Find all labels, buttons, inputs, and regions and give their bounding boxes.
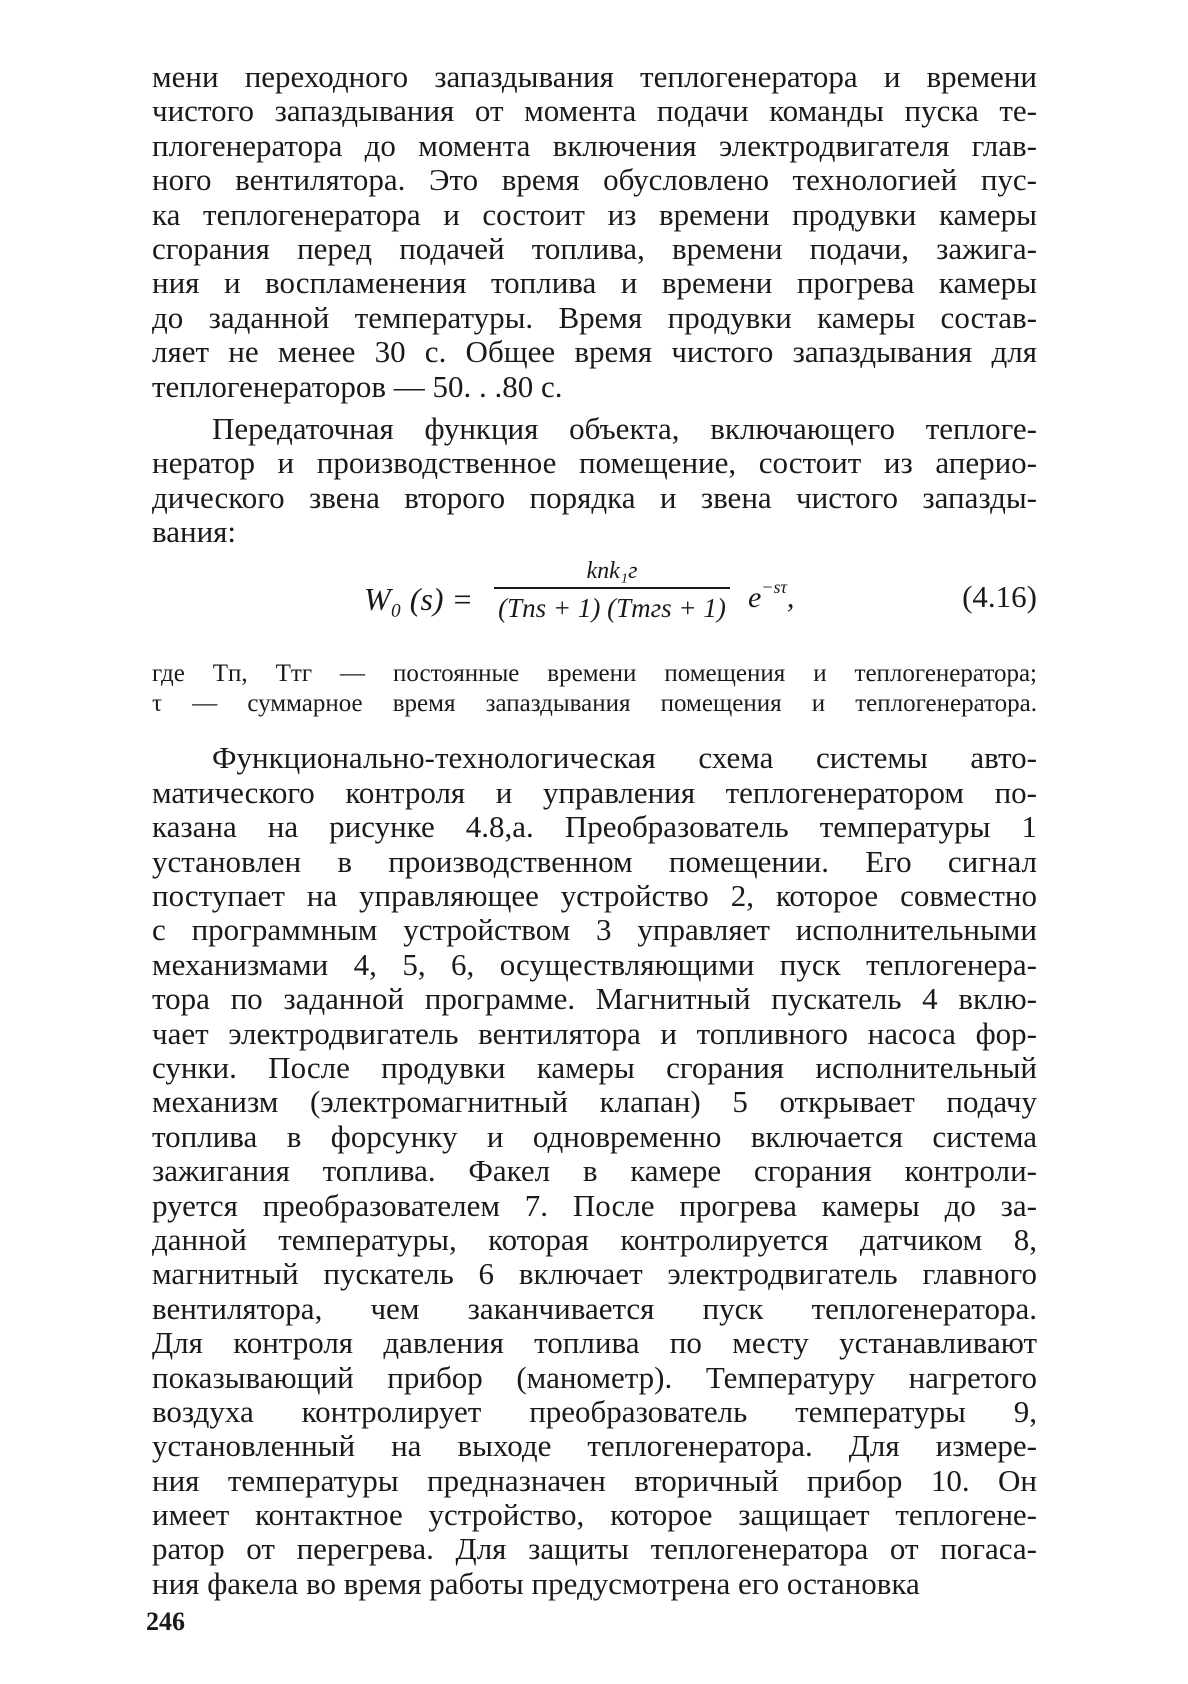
paragraph3-line: матического контроля и управления теплогенератором по- xyxy=(152,774,1037,810)
paragraph3-line: ния температуры предназначен вторичный прибор 10. Он xyxy=(152,1462,1037,1498)
paragraph3-line: механизмами 4, 5, 6, осуществляющими пуск теплогенера- xyxy=(152,946,1037,982)
paragraph-2 xyxy=(152,412,1037,550)
paragraph1-line: ного вентилятора. Это время обусловлено технологией пус- xyxy=(152,162,1037,198)
paragraph3-line: имеет контактное устройство, которое защищает теплогене- xyxy=(152,1497,1037,1533)
paragraph3-line: ратор от перегрева. Для защиты теплогенератора от погаса- xyxy=(152,1531,1037,1567)
equation-number: (4.16) xyxy=(962,579,1037,615)
paragraph-1 xyxy=(152,60,1037,404)
formula-numerator: kпk₁г xyxy=(586,558,638,585)
paragraph3-line: данной температуры, которая контролируется датчиком 8, xyxy=(152,1221,1037,1257)
note-line: τ — суммарное время запаздывания помещения и теплогенератора. xyxy=(152,690,1037,718)
paragraph3-line: воздуха контролирует преобразователь температуры 9, xyxy=(152,1393,1037,1429)
formula-denominator: (Tпs + 1) (Tтгs + 1) xyxy=(498,593,726,624)
paragraph-3 xyxy=(152,741,1037,1601)
paragraph3-line: Функционально-технологическая схема системы авто- xyxy=(212,740,1037,776)
paragraph3-line: топлива в форсунку и одновременно включается система xyxy=(152,1118,1037,1154)
paragraph3-line: ния факела во время работы предусмотрена его остановка xyxy=(152,1565,920,1601)
paragraph3-line: установлен в производственном помещении. Его сигнал xyxy=(152,843,1037,879)
paragraph2-line: дического звена второго порядка и звена чистого запазды- xyxy=(152,479,1037,515)
paragraph2-line: нератор и производственное помещение, состоит из аперио- xyxy=(152,445,1037,481)
page-number: 246 xyxy=(146,1607,185,1636)
paragraph3-line: руется преобразователем 7. После прогрева камеры до за- xyxy=(152,1187,1037,1223)
paragraph2-line: вания: xyxy=(152,514,237,550)
exp-base: e xyxy=(748,581,762,615)
paragraph1-line: ляет не менее 30 с. Общее время чистого запаздывания для xyxy=(152,334,1037,370)
paragraph1-line: до заданной температуры. Время продувки камеры состав- xyxy=(152,299,1037,335)
paragraph2-line: Передаточная функция объекта, включающего теплоге- xyxy=(212,410,1037,446)
page-body xyxy=(152,60,1037,1601)
paragraph3-line: установленный на выходе теплогенератора. Для измере- xyxy=(152,1428,1037,1464)
formula-4-16 xyxy=(152,555,1037,647)
exp-power: −sτ xyxy=(761,577,787,598)
formula-exponential xyxy=(748,577,794,615)
paragraph3-line: показывающий прибор (манометр). Температуру нагретого xyxy=(152,1359,1037,1395)
paragraph3-line: тора по заданной программе. Магнитный пускатель 4 вклю- xyxy=(152,981,1037,1017)
paragraph3-line: с программным устройством 3 управляет исполнительными xyxy=(152,912,1037,948)
formula-trailing: , xyxy=(786,581,795,615)
paragraph1-line: ка теплогенератора и состоит из времени продувки камеры xyxy=(152,196,1037,232)
paragraph3-line: зажигания топлива. Факел в камере сгорания контроли- xyxy=(152,1153,1037,1189)
paragraph1-line: чистого запаздывания от момента подачи команды пуска те- xyxy=(152,93,1037,129)
formula-lhs: W₀ (s) = xyxy=(364,581,474,618)
paragraph3-line: чает электродвигатель вентилятора и топливного насоса фор- xyxy=(152,1015,1037,1051)
paragraph1-line: ния и воспламенения топлива и времени прогрева камеры xyxy=(152,265,1037,301)
paragraph3-line: магнитный пускатель 6 включает электродвигатель главного xyxy=(152,1256,1037,1292)
paragraph1-line: мени переходного запаздывания теплогенератора и времени xyxy=(152,59,1037,94)
paragraph1-line: плогенератора до момента включения электродвигателя глав- xyxy=(152,127,1037,163)
paragraph1-line: теплогенераторов — 50. . .80 с. xyxy=(152,368,563,404)
paragraph3-line: казана на рисунке 4.8,а. Преобразователь температуры 1 xyxy=(152,809,1037,845)
paragraph3-line: механизм (электромагнитный клапан) 5 открывает подачу xyxy=(152,1084,1037,1120)
paragraph3-line: вентилятора, чем заканчивается пуск теплогенератора. xyxy=(152,1290,1037,1326)
note-line: где Tп, Tтг — постоянные времени помещения и теплогенератора; xyxy=(152,660,1037,688)
formula-note xyxy=(152,659,1037,719)
paragraph3-line: поступает на управляющее устройство 2, которое совместно xyxy=(152,878,1037,914)
paragraph1-line: сгорания перед подачей топлива, времени подачи, зажига- xyxy=(152,230,1037,266)
paragraph3-line: Для контроля давления топлива по месту устанавливают xyxy=(152,1325,1037,1361)
paragraph3-line: сунки. После продувки камеры сгорания исполнительный xyxy=(152,1049,1037,1085)
formula-fraction xyxy=(492,555,732,627)
